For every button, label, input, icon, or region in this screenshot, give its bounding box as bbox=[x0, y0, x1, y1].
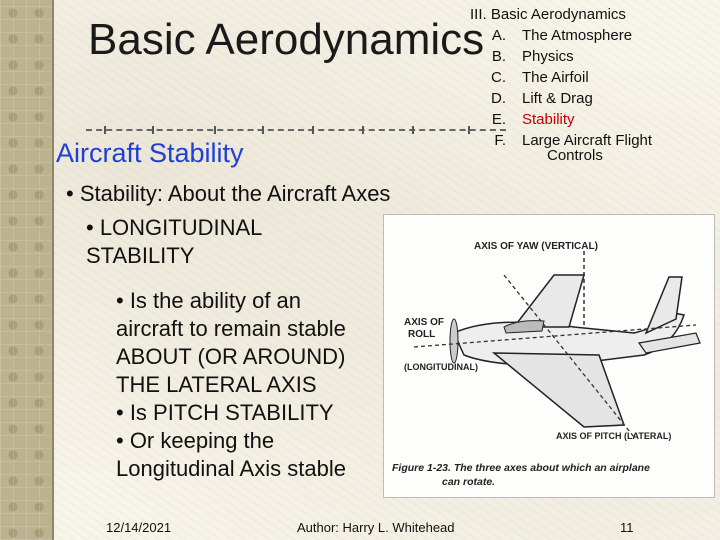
footer-page-number: 11 bbox=[620, 520, 634, 535]
figure-caption-1: Figure 1-23. The three axes about which an airplane bbox=[392, 462, 650, 474]
outline-item-f-continuation: Controls bbox=[547, 147, 603, 164]
decorative-left-strip bbox=[0, 0, 54, 540]
label-axis-pitch: AXIS OF PITCH (LATERAL) bbox=[556, 431, 672, 441]
airplane-axes-illustration bbox=[384, 215, 714, 497]
outline-item-c: C. The Airfoil bbox=[491, 69, 589, 86]
footer-date: 12/14/2021 bbox=[106, 520, 172, 535]
label-axis-roll-2: ROLL bbox=[408, 329, 436, 340]
slide-subtitle: Aircraft Stability bbox=[56, 138, 244, 168]
label-axis-roll-3: (LONGITUDINAL) bbox=[404, 362, 478, 372]
slide-title-text: Basic Aerodynamics bbox=[88, 15, 485, 64]
title-divider bbox=[86, 129, 506, 133]
footer-author: Author: Harry L. Whitehead bbox=[297, 520, 455, 535]
outline-item-e-active: E. Stability bbox=[491, 111, 575, 128]
aircraft-axes-figure bbox=[383, 214, 715, 498]
figure-caption-2: can rotate. bbox=[442, 476, 496, 488]
label-axis-roll-1: AXIS OF bbox=[404, 317, 445, 328]
sub-bullets: • Is the ability of an aircraft to remain stable ABOUT (OR AROUND) THE LATERAL AXIS • Is PITCH STABILITY • Or keeping the Longitudinal Axis stable bbox=[116, 288, 346, 481]
slide-title bbox=[88, 14, 484, 66]
bullet-stability-axes: • Stability: About the Aircraft Axes bbox=[66, 181, 391, 206]
label-axis-yaw: AXIS OF YAW (VERTICAL) bbox=[474, 241, 598, 252]
outline-item-d: D. Lift & Drag bbox=[491, 90, 593, 107]
course-outline bbox=[470, 4, 710, 164]
outline-item-b: B. Physics bbox=[491, 48, 574, 65]
bullet-longitudinal-stability: • LONGITUDINAL STABILITY bbox=[86, 215, 263, 268]
outline-item-a: A. The Atmosphere bbox=[491, 27, 633, 44]
outline-heading: III. Basic Aerodynamics bbox=[470, 6, 626, 23]
outline-item-f: F. Large Aircraft Flight bbox=[494, 132, 653, 149]
